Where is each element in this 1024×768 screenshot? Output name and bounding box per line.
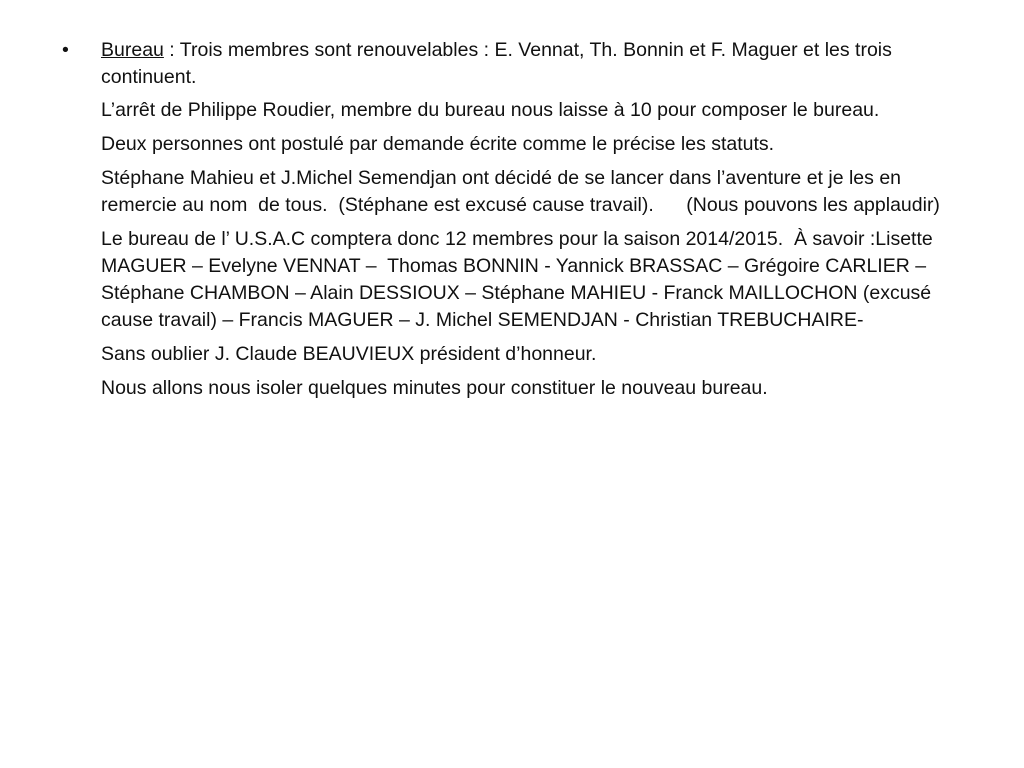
paragraph-roudier: L’arrêt de Philippe Roudier, membre du bureau nous laisse à 10 pour composer le bureau. xyxy=(101,99,880,121)
paragraph-liste-membres: Le bureau de l’ U.S.A.C comptera donc 12 membres pour la saison 2014/2015. À savoir :Lisette MAGUER – Evelyne VENNAT – Thomas BONNIN - Yannick BRASSAC – Grégoire CARLIER – Stéphane CHAMBON – Alain DESSIOUX – Stéphane MAHIEU - Franck MAILLOCHON (excusé cause travail) – Francis MAGUER – J. Michel SEMENDJAN - Christian TREBUCHAIRE- xyxy=(101,228,939,331)
paragraph-nouveaux-membres: Stéphane Mahieu et J.Michel Semendjan ont décidé de se lancer dans l’aventure et je les en remercie au nom de tous. (Stéphane est excusé cause travail). (Nous pouvons les applaudir) xyxy=(101,167,940,216)
paragraph-candidatures: Deux personnes ont postulé par demande écrite comme le précise les statuts. xyxy=(101,133,775,155)
bureau-keyword: Bureau xyxy=(101,39,164,61)
bullet-item-bureau xyxy=(62,37,962,91)
slide-content xyxy=(62,37,962,409)
bullet-icon: • xyxy=(62,39,69,61)
bureau-text: : Trois membres sont renouvelables : E. Vennat, Th. Bonnin et F. Maguer et les trois continuent. xyxy=(101,39,892,88)
paragraph-president-honneur: Sans oublier J. Claude BEAUVIEUX président d’honneur. xyxy=(101,343,597,365)
paragraph-conclusion: Nous allons nous isoler quelques minutes pour constituer le nouveau bureau. xyxy=(101,377,768,399)
